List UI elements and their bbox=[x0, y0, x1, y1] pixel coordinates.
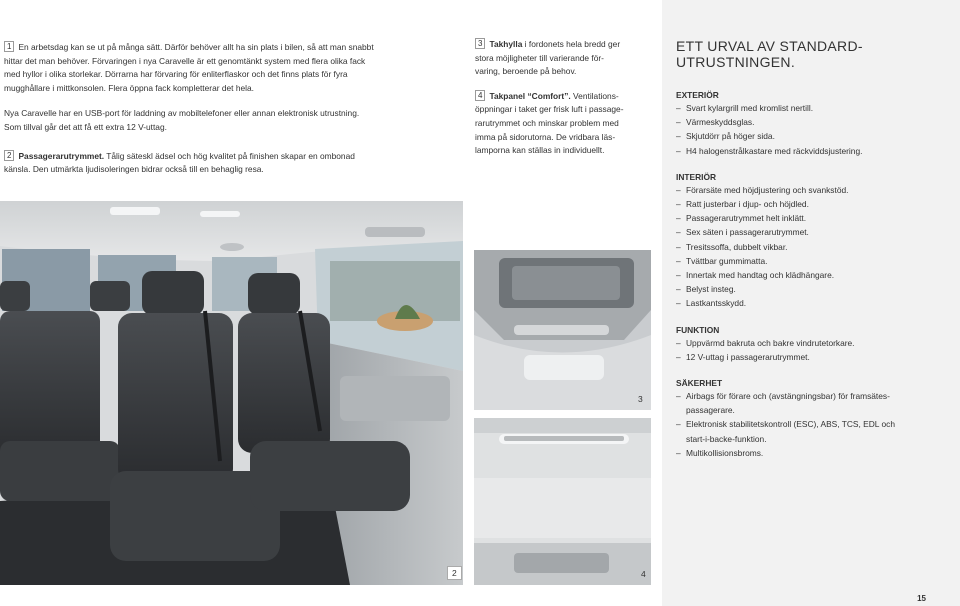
list-item: – Belyst insteg. bbox=[676, 282, 946, 296]
middle-text-block bbox=[475, 38, 660, 158]
list-item: – Sex säten i passagerarutrymmet. bbox=[676, 225, 946, 239]
image-caption-number: 2 bbox=[447, 566, 462, 580]
interior-illustration bbox=[0, 201, 463, 585]
list-item: – Multikollisionsbroms. bbox=[676, 446, 906, 460]
list-item: – 12 V-uttag i passagerarutrymmet. bbox=[676, 350, 946, 364]
section-interior bbox=[676, 171, 946, 311]
paragraph-roof-shelf: 3 Takhylla i fordonets hela bredd ger stora möjligheter till varierande för- varing, beroende på behov. bbox=[475, 39, 621, 77]
callout-number: 4 bbox=[475, 90, 485, 101]
list-item: – Uppvärmd bakruta och bakre vindrutetorkare. bbox=[676, 336, 946, 350]
paragraph-usb: Nya Caravelle har en USB-port för laddning av mobiltelefoner eller annan elektronisk utrustning. Som tillval går det att få ett extra 12 V-uttag. bbox=[4, 108, 360, 132]
intro-text-block bbox=[4, 41, 464, 177]
list-item: – Tvättbar gummimatta. bbox=[676, 254, 946, 268]
roof-shelf-photo bbox=[474, 250, 651, 410]
section-heading: INTERIÖR bbox=[676, 171, 717, 182]
list-item: – Förarsäte med höjdjustering och svankstöd. bbox=[676, 183, 946, 197]
exterior-list bbox=[676, 101, 946, 158]
section-function bbox=[676, 324, 946, 364]
callout-number: 2 bbox=[4, 150, 14, 161]
section-safety bbox=[676, 377, 906, 460]
image-caption-number: 4 bbox=[641, 569, 646, 579]
page-number: 15 bbox=[917, 594, 926, 603]
roof-panel-illustration bbox=[474, 418, 651, 585]
standard-equipment-content bbox=[676, 38, 946, 460]
list-item: – H4 halogenstrålkastare med räckviddsjustering. bbox=[676, 144, 946, 158]
paragraph-roof-panel: 4 Takpanel “Comfort”. Ventilations- öppningar i taket ger frisk luft i passage- rarutrymmet och minskar problem med imma på sidorutorna. De vridbara läs- lamporna kan ställas in individuellt. bbox=[475, 90, 624, 156]
list-item: – Tresitssoffa, dubbelt vikbar. bbox=[676, 240, 946, 254]
roof-panel-photo bbox=[474, 418, 651, 585]
callout-number: 3 bbox=[475, 38, 485, 49]
list-item: – Lastkantsskydd. bbox=[676, 296, 946, 310]
list-item: – Passagerarutrymmet helt inklätt. bbox=[676, 211, 946, 225]
panel-title: ETT URVAL AV STANDARD- UTRUSTNINGEN. bbox=[676, 38, 863, 70]
section-heading: FUNKTION bbox=[676, 324, 720, 335]
safety-list bbox=[676, 389, 906, 460]
section-heading: SÄKERHET bbox=[676, 378, 723, 389]
list-item: – Värmeskyddsglas. bbox=[676, 115, 946, 129]
function-list bbox=[676, 336, 946, 364]
list-item: – Ratt justerbar i djup- och höjdled. bbox=[676, 197, 946, 211]
list-item: – Elektronisk stabilitetskontroll (ESC), ABS, TCS, EDL och start-i-backe-funktion. bbox=[676, 417, 906, 445]
standard-equipment-panel bbox=[662, 0, 960, 606]
roof-shelf-illustration bbox=[474, 250, 651, 410]
paragraph-passenger-area: 2 Passagerarutrymmet. Tålig säteskl ädsel och hög kvalitet på finishen skapar en ombonad känsla. Den utmärkta ljudisoleringen bidrar också till en behaglig resa. bbox=[4, 150, 355, 175]
interior-list bbox=[676, 183, 946, 311]
passenger-interior-photo bbox=[0, 201, 463, 585]
list-item: – Svart kylargrill med kromlist nertill. bbox=[676, 101, 946, 115]
section-heading: EXTERIÖR bbox=[676, 90, 719, 100]
list-item: – Skjutdörr på höger sida. bbox=[676, 129, 946, 143]
list-item: – Airbags för förare och (avstängningsbar) för framsätes- passagerare. bbox=[676, 389, 906, 417]
callout-number: 1 bbox=[4, 41, 14, 52]
image-caption-number: 3 bbox=[638, 394, 643, 404]
paragraph-storage: 1 En arbetsdag kan se ut på många sätt. Därför behöver allt ha sin plats i bilen, så att man snabbt hittar det man behöver. Förvaringen i nya Caravelle är ett genomtänkt system med flera olika fack med hyllor i olika storlekar. Dörrarna har förvaring för enliterflaskor och det finns plats för fyra mugghållare i mittkonsolen. Flera öppna fack kompletterar det hela. bbox=[4, 42, 374, 93]
list-item: – Innertak med handtag och klädhängare. bbox=[676, 268, 946, 282]
section-exterior bbox=[676, 89, 946, 158]
